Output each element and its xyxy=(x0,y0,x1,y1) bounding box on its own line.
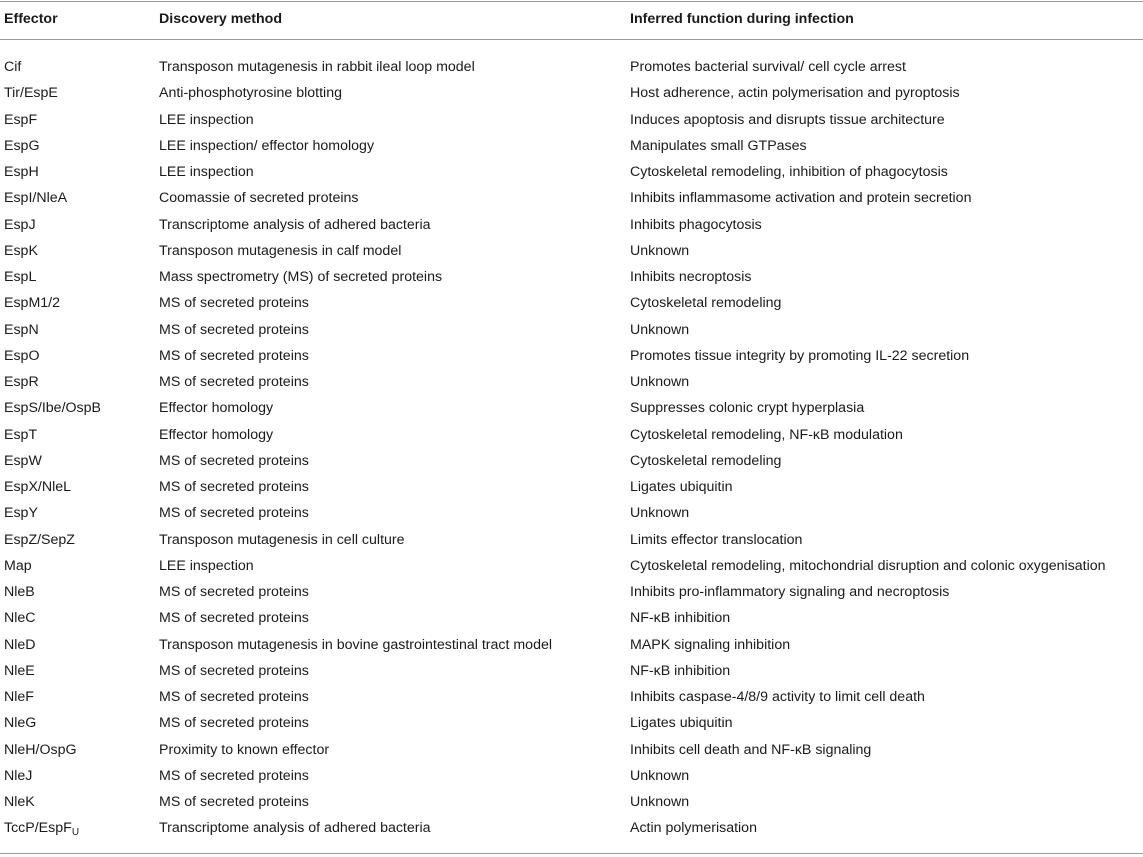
cell-inferred-function: Suppresses colonic crypt hyperplasia xyxy=(630,400,865,417)
cell-inferred-function: Cytoskeletal remodeling, NF-κB modulation xyxy=(630,426,903,443)
table-row xyxy=(0,212,1143,238)
effector-name: Map xyxy=(4,557,32,574)
table-row xyxy=(0,500,1143,526)
effector-name: NleG xyxy=(4,715,37,732)
cell-effector xyxy=(4,579,35,605)
cell-inferred-function: Inhibits necroptosis xyxy=(630,269,752,285)
cell-inferred-function: Cytoskeletal remodeling xyxy=(630,295,782,312)
cell-effector xyxy=(4,632,36,658)
cell-discovery-method: MS of secreted proteins xyxy=(159,374,309,390)
cell-discovery-method: MS of secreted proteins xyxy=(159,321,309,338)
cell-effector xyxy=(4,448,42,474)
cell-discovery-method: LEE inspection xyxy=(159,111,254,128)
effector-name: EspZ/SepZ xyxy=(4,531,75,548)
cell-effector xyxy=(4,737,77,763)
cell-effector xyxy=(4,369,39,395)
table-row xyxy=(0,395,1143,421)
effector-name: EspN xyxy=(4,321,39,338)
cell-discovery-method: MS of secreted proteins xyxy=(159,610,309,627)
table-row xyxy=(0,290,1143,316)
cell-effector xyxy=(4,605,36,631)
cell-effector xyxy=(4,264,36,290)
cell-discovery-method: MS of secreted proteins xyxy=(159,767,309,784)
table-header-rule xyxy=(0,39,1143,40)
cell-inferred-function: Inhibits pro-inflammatory signaling and necroptosis xyxy=(630,584,950,600)
cell-effector xyxy=(4,54,21,80)
cell-effector xyxy=(4,815,79,841)
cell-discovery-method: MS of secreted proteins xyxy=(159,347,309,364)
effector-name: NleK xyxy=(4,794,35,810)
table-row xyxy=(0,369,1143,395)
header-effector: Effector xyxy=(4,11,58,27)
table-row xyxy=(0,710,1143,736)
cell-inferred-function: Ligates ubiquitin xyxy=(630,715,733,732)
effector-name: EspL xyxy=(4,269,37,285)
cell-inferred-function: Inhibits inflammasome activation and protein secretion xyxy=(630,190,972,207)
cell-discovery-method: Effector homology xyxy=(159,400,274,417)
table-row xyxy=(0,80,1143,106)
cell-effector xyxy=(4,343,39,369)
cell-effector xyxy=(4,212,36,238)
cell-effector xyxy=(4,710,36,736)
cell-effector xyxy=(4,789,35,815)
cell-discovery-method: MS of secreted proteins xyxy=(159,662,309,679)
effector-name: EspY xyxy=(4,505,38,522)
effector-name: EspF xyxy=(4,111,38,128)
effector-name: NleJ xyxy=(4,767,33,784)
table-top-rule xyxy=(0,1,1143,2)
table-row xyxy=(0,632,1143,658)
cell-discovery-method: LEE inspection xyxy=(159,164,254,180)
table-row xyxy=(0,133,1143,159)
cell-effector xyxy=(4,684,34,710)
cell-effector xyxy=(4,185,67,211)
cell-inferred-function: Unknown xyxy=(630,374,690,390)
cell-effector xyxy=(4,553,32,579)
cell-discovery-method: Transcriptome analysis of adhered bacteria xyxy=(159,820,431,837)
table-row xyxy=(0,553,1143,579)
table-header-row xyxy=(0,6,1143,32)
cell-discovery-method: LEE inspection/ effector homology xyxy=(159,137,375,154)
effector-name: EspW xyxy=(4,452,42,469)
cell-discovery-method: MS of secreted proteins xyxy=(159,479,309,495)
cell-discovery-method: LEE inspection xyxy=(159,557,254,574)
cell-inferred-function: NF-κB inhibition xyxy=(630,662,731,679)
effector-name: EspJ xyxy=(4,216,36,233)
cell-discovery-method: MS of secreted proteins xyxy=(159,715,309,732)
cell-effector xyxy=(4,500,38,526)
cell-discovery-method: MS of secreted proteins xyxy=(159,295,309,312)
effector-name: EspI/NleA xyxy=(4,190,68,207)
effector-name: NleF xyxy=(4,689,34,705)
cell-inferred-function: Unknown xyxy=(630,242,690,259)
effector-name: EspH xyxy=(4,164,39,180)
effector-name: NleC xyxy=(4,610,36,627)
table-row xyxy=(0,527,1143,553)
effector-name: NleD xyxy=(4,636,36,653)
table-row xyxy=(0,789,1143,815)
effector-name: EspR xyxy=(4,374,39,390)
cell-effector xyxy=(4,527,75,553)
effector-name: EspO xyxy=(4,347,40,364)
cell-inferred-function: Inhibits caspase-4/8/9 activity to limit cell death xyxy=(630,689,925,705)
effector-name: NleB xyxy=(4,584,35,600)
cell-discovery-method: Proximity to known effector xyxy=(159,741,330,758)
effector-name: EspK xyxy=(4,242,38,259)
cell-effector xyxy=(4,763,32,789)
cell-discovery-method: Effector homology xyxy=(159,426,274,443)
cell-discovery-method: Transposon mutagenesis in cell culture xyxy=(159,531,405,548)
cell-effector xyxy=(4,658,35,684)
effector-name: NleE xyxy=(4,662,35,679)
cell-effector xyxy=(4,80,58,106)
cell-effector xyxy=(4,422,37,448)
cell-effector xyxy=(4,474,71,500)
table-row xyxy=(0,343,1143,369)
cell-discovery-method: MS of secreted proteins xyxy=(159,452,309,469)
header-inferred-function: Inferred function during infection xyxy=(630,11,854,27)
cell-inferred-function: Manipulates small GTPases xyxy=(630,137,807,154)
cell-inferred-function: Cytoskeletal remodeling, mitochondrial disruption and colonic oxygenisation xyxy=(630,557,1106,574)
cell-discovery-method: Mass spectrometry (MS) of secreted proteins xyxy=(159,269,443,285)
cell-inferred-function: Unknown xyxy=(630,794,690,810)
cell-inferred-function: Unknown xyxy=(630,505,690,522)
cell-inferred-function: Unknown xyxy=(630,767,690,784)
table-row xyxy=(0,763,1143,789)
table-row xyxy=(0,658,1143,684)
cell-inferred-function: Inhibits cell death and NF-κB signaling xyxy=(630,741,872,758)
table-row xyxy=(0,422,1143,448)
cell-inferred-function: Cytoskeletal remodeling, inhibition of phagocytosis xyxy=(630,164,948,180)
effector-name: EspT xyxy=(4,426,38,443)
table-row xyxy=(0,159,1143,185)
cell-inferred-function: Unknown xyxy=(630,321,690,338)
cell-discovery-method: Transposon mutagenesis in bovine gastrointestinal tract model xyxy=(159,636,552,653)
table-row xyxy=(0,815,1143,841)
table-row xyxy=(0,737,1143,763)
effector-subscript: U xyxy=(71,827,80,839)
table-row xyxy=(0,264,1143,290)
cell-inferred-function: Cytoskeletal remodeling xyxy=(630,452,782,469)
cell-inferred-function: Limits effector translocation xyxy=(630,531,803,548)
table-row xyxy=(0,448,1143,474)
effector-name: Cif xyxy=(4,59,22,75)
cell-discovery-method: MS of secreted proteins xyxy=(159,689,309,705)
effector-name: TccP/EspF xyxy=(4,820,72,837)
cell-discovery-method: Transposon mutagenesis in rabbit ileal loop model xyxy=(159,59,475,75)
cell-discovery-method: Anti-phosphotyrosine blotting xyxy=(159,85,342,102)
cell-effector xyxy=(4,238,38,264)
table-row xyxy=(0,185,1143,211)
effector-name: EspM1/2 xyxy=(4,295,60,312)
cell-discovery-method: MS of secreted proteins xyxy=(159,794,309,810)
cell-inferred-function: NF-κB inhibition xyxy=(630,610,731,627)
cell-effector xyxy=(4,107,37,133)
table-row xyxy=(0,317,1143,343)
table-row xyxy=(0,107,1143,133)
cell-effector xyxy=(4,317,39,343)
cell-discovery-method: Transposon mutagenesis in calf model xyxy=(159,242,402,259)
table-row xyxy=(0,579,1143,605)
cell-inferred-function: Induces apoptosis and disrupts tissue architecture xyxy=(630,111,945,128)
table-bottom-rule xyxy=(0,853,1143,854)
cell-discovery-method: MS of secreted proteins xyxy=(159,584,309,600)
cell-inferred-function: Host adherence, actin polymerisation and pyroptosis xyxy=(630,85,960,102)
cell-inferred-function: Ligates ubiquitin xyxy=(630,479,733,495)
table-row xyxy=(0,684,1143,710)
effector-name: EspX/NleL xyxy=(4,479,72,495)
cell-inferred-function: Promotes bacterial survival/ cell cycle arrest xyxy=(630,59,906,75)
cell-discovery-method: Coomassie of secreted proteins xyxy=(159,190,359,207)
effector-name: Tir/EspE xyxy=(4,85,58,102)
effector-name: EspG xyxy=(4,137,40,154)
effector-name: EspS/Ibe/OspB xyxy=(4,400,101,417)
cell-discovery-method: MS of secreted proteins xyxy=(159,505,309,522)
cell-effector xyxy=(4,159,39,185)
cell-inferred-function: Promotes tissue integrity by promoting IL-22 secretion xyxy=(630,347,970,364)
table-row xyxy=(0,605,1143,631)
table-row xyxy=(0,54,1143,80)
cell-inferred-function: Inhibits phagocytosis xyxy=(630,216,762,233)
cell-effector xyxy=(4,133,39,159)
cell-discovery-method: Transcriptome analysis of adhered bacteria xyxy=(159,216,431,233)
cell-inferred-function: MAPK signaling inhibition xyxy=(630,636,791,653)
table-row xyxy=(0,474,1143,500)
cell-effector xyxy=(4,395,101,421)
table-row xyxy=(0,238,1143,264)
effector-name: NleH/OspG xyxy=(4,741,77,758)
header-discovery-method: Discovery method xyxy=(159,11,282,27)
cell-effector xyxy=(4,290,60,316)
cell-inferred-function: Actin polymerisation xyxy=(630,820,757,837)
